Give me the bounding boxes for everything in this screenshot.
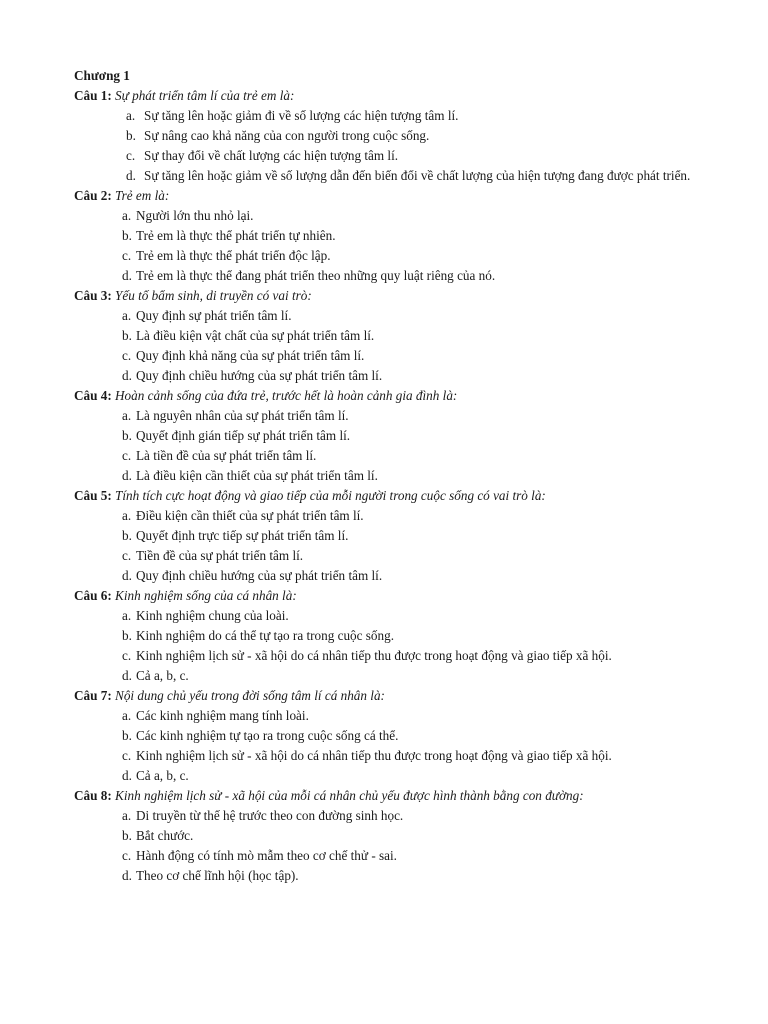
- question-heading: [74, 386, 714, 406]
- question-text: Trẻ em là:: [115, 188, 170, 203]
- option-letter: c.: [122, 248, 132, 263]
- question-label: Câu 8:: [74, 788, 112, 803]
- option-text: Kinh nghiệm lịch sử - xã hội do cá nhân tiếp thu được trong hoạt động và giao tiếp xã hội.: [136, 748, 612, 763]
- option-text: Kinh nghiệm do cá thể tự tạo ra trong cuộc sống.: [136, 628, 395, 643]
- option-text: Quy định chiều hướng của sự phát triển tâm lí.: [136, 568, 383, 583]
- answer-option: [74, 806, 714, 826]
- option-text: Cả a, b, c.: [136, 768, 189, 783]
- option-letter: d.: [122, 368, 132, 383]
- answer-option: [74, 746, 714, 766]
- option-text: Quy định chiều hướng của sự phát triển tâm lí.: [136, 368, 383, 383]
- question-label: Câu 2:: [74, 188, 112, 203]
- question-heading: [74, 186, 714, 206]
- option-letter: b.: [126, 128, 136, 143]
- option-text: Sự nâng cao khả năng của con người trong cuộc sống.: [144, 128, 430, 143]
- option-text: Quy định khả năng của sự phát triển tâm lí.: [136, 348, 365, 363]
- question-text: Sự phát triển tâm lí của trẻ em là:: [115, 88, 295, 103]
- question-label: Câu 4:: [74, 388, 112, 403]
- answer-option: [74, 646, 714, 666]
- option-letter: c.: [122, 748, 132, 763]
- answer-option: [74, 346, 714, 366]
- document-page: [74, 66, 714, 886]
- option-list: [74, 706, 714, 786]
- question-text: Tính tích cực hoạt động và giao tiếp của mỗi người trong cuộc sống có vai trò là:: [115, 488, 546, 503]
- answer-option: [74, 466, 714, 486]
- answer-option: [74, 126, 714, 146]
- question-text: Kinh nghiệm lịch sử - xã hội của mỗi cá nhân chủ yếu được hình thành bằng con đường:: [115, 788, 584, 803]
- option-text: Là nguyên nhân của sự phát triển tâm lí.: [136, 408, 349, 423]
- option-letter: a.: [122, 508, 132, 523]
- answer-option: [74, 406, 714, 426]
- question-label: Câu 7:: [74, 688, 112, 703]
- answer-option: [74, 546, 714, 566]
- option-letter: d.: [122, 468, 132, 483]
- option-text: Trẻ em là thực thể phát triển tự nhiên.: [136, 228, 336, 243]
- option-text: Các kinh nghiệm tự tạo ra trong cuộc sống cá thể.: [136, 728, 399, 743]
- answer-option: [74, 246, 714, 266]
- option-text: Trẻ em là thực thể phát triển độc lập.: [136, 248, 331, 263]
- option-text: Sự tăng lên hoặc giảm đi về số lượng các hiện tượng tâm lí.: [144, 108, 459, 123]
- option-letter: d.: [126, 168, 136, 183]
- option-letter: d.: [122, 568, 132, 583]
- option-text: Tiền đề của sự phát triển tâm lí.: [136, 548, 304, 563]
- option-letter: c.: [122, 648, 132, 663]
- answer-option: [74, 326, 714, 346]
- option-text: Người lớn thu nhỏ lại.: [136, 208, 254, 223]
- question-block: [74, 286, 714, 386]
- option-text: Là điều kiện vật chất của sự phát triển tâm lí.: [136, 328, 375, 343]
- question-heading: [74, 586, 714, 606]
- option-text: Kinh nghiệm chung của loài.: [136, 608, 289, 623]
- question-block: [74, 686, 714, 786]
- answer-option: [74, 526, 714, 546]
- option-list: [74, 106, 714, 186]
- option-text: Quyết định gián tiếp sự phát triển tâm lí.: [136, 428, 351, 443]
- option-list: [74, 406, 714, 486]
- option-letter: b.: [122, 528, 132, 543]
- option-text: Theo cơ chế lĩnh hội (học tập).: [136, 868, 299, 883]
- option-letter: c.: [126, 148, 136, 163]
- question-block: [74, 586, 714, 686]
- option-letter: a.: [122, 308, 132, 323]
- answer-option: [74, 446, 714, 466]
- answer-option: [74, 426, 714, 446]
- question-block: [74, 486, 714, 586]
- option-text: Kinh nghiệm lịch sử - xã hội do cá nhân tiếp thu được trong hoạt động và giao tiếp xã hội.: [136, 648, 612, 663]
- option-text: Là tiền đề của sự phát triển tâm lí.: [136, 448, 317, 463]
- question-label: Câu 5:: [74, 488, 112, 503]
- option-list: [74, 306, 714, 386]
- question-label: Câu 6:: [74, 588, 112, 603]
- question-label: Câu 1:: [74, 88, 112, 103]
- question-text: Hoàn cảnh sống của đứa trẻ, trước hết là hoàn cảnh gia đình là:: [115, 388, 458, 403]
- chapter-title: Chương 1: [74, 68, 130, 83]
- answer-option: [74, 606, 714, 626]
- option-letter: d.: [122, 868, 132, 883]
- answer-option: [74, 146, 714, 166]
- option-letter: b.: [122, 628, 132, 643]
- option-list: [74, 206, 714, 286]
- question-block: [74, 86, 714, 186]
- option-text: Sự thay đổi về chất lượng các hiện tượng tâm lí.: [144, 148, 399, 163]
- answer-option: [74, 866, 714, 886]
- option-letter: d.: [122, 768, 132, 783]
- answer-option: [74, 626, 714, 646]
- answer-option: [74, 166, 714, 186]
- answer-option: [74, 666, 714, 686]
- answer-option: [74, 766, 714, 786]
- option-text: Sự tăng lên hoặc giảm về số lượng dẫn đến biến đổi về chất lượng của hiện tượng đang được phát triển.: [144, 168, 691, 183]
- question-heading: [74, 686, 714, 706]
- option-letter: b.: [122, 328, 132, 343]
- option-letter: d.: [122, 668, 132, 683]
- option-letter: b.: [122, 828, 132, 843]
- question-block: [74, 186, 714, 286]
- question-text: Kinh nghiệm sống của cá nhân là:: [115, 588, 297, 603]
- answer-option: [74, 206, 714, 226]
- option-letter: a.: [122, 608, 132, 623]
- question-heading: [74, 786, 714, 806]
- answer-option: [74, 726, 714, 746]
- question-block: [74, 386, 714, 486]
- option-text: Điều kiện cần thiết của sự phát triển tâm lí.: [136, 508, 364, 523]
- question-heading: [74, 86, 714, 106]
- option-letter: a.: [122, 208, 132, 223]
- answer-option: [74, 226, 714, 246]
- option-letter: a.: [126, 108, 136, 123]
- option-list: [74, 506, 714, 586]
- option-text: Quyết định trực tiếp sự phát triển tâm lí.: [136, 528, 349, 543]
- option-text: Hành động có tính mò mẫm theo cơ chế thử - sai.: [136, 848, 397, 863]
- option-text: Quy định sự phát triển tâm lí.: [136, 308, 292, 323]
- question-block: [74, 786, 714, 886]
- option-letter: c.: [122, 348, 132, 363]
- question-text: Yếu tố bẩm sinh, di truyền có vai trò:: [115, 288, 312, 303]
- answer-option: [74, 106, 714, 126]
- answer-option: [74, 506, 714, 526]
- option-letter: b.: [122, 428, 132, 443]
- question-label: Câu 3:: [74, 288, 112, 303]
- option-text: Cả a, b, c.: [136, 668, 189, 683]
- option-letter: c.: [122, 548, 132, 563]
- option-text: Bắt chước.: [136, 828, 194, 843]
- option-letter: a.: [122, 708, 132, 723]
- option-letter: b.: [122, 728, 132, 743]
- answer-option: [74, 826, 714, 846]
- option-letter: a.: [122, 408, 132, 423]
- option-text: Trẻ em là thực thể đang phát triển theo những quy luật riêng của nó.: [136, 268, 496, 283]
- answer-option: [74, 266, 714, 286]
- answer-option: [74, 306, 714, 326]
- option-text: Là điều kiện cần thiết của sự phát triển tâm lí.: [136, 468, 378, 483]
- option-text: Di truyền từ thế hệ trước theo con đường sinh học.: [136, 808, 404, 823]
- option-list: [74, 606, 714, 686]
- option-letter: a.: [122, 808, 132, 823]
- option-text: Các kinh nghiệm mang tính loài.: [136, 708, 309, 723]
- answer-option: [74, 366, 714, 386]
- option-letter: c.: [122, 448, 132, 463]
- answer-option: [74, 846, 714, 866]
- question-list: [74, 86, 714, 886]
- answer-option: [74, 706, 714, 726]
- option-list: [74, 806, 714, 886]
- question-heading: [74, 286, 714, 306]
- answer-option: [74, 566, 714, 586]
- option-letter: c.: [122, 848, 132, 863]
- option-letter: b.: [122, 228, 132, 243]
- option-letter: d.: [122, 268, 132, 283]
- question-heading: [74, 486, 714, 506]
- question-text: Nội dung chủ yếu trong đời sống tâm lí cá nhân là:: [115, 688, 385, 703]
